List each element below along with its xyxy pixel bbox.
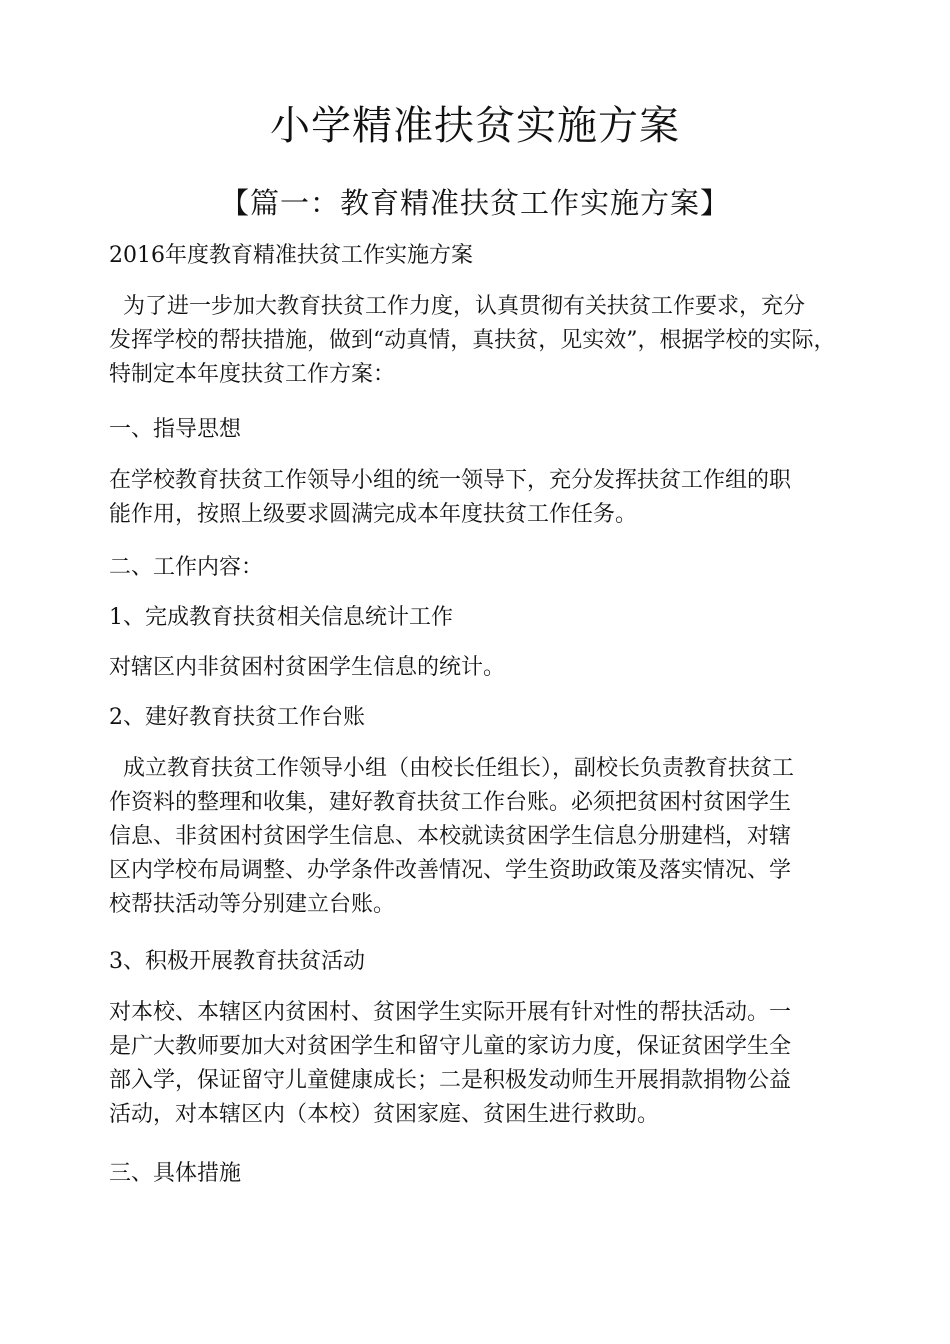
text-line: 2016年度教育精准扶贫工作实施方案 — [109, 243, 473, 268]
text-line: 在学校教育扶贫工作领导小组的统一领导下，充分发挥扶贫工作组的职 — [109, 468, 792, 493]
text-line: 对辖区内非贫困村贫困学生信息的统计。 — [109, 655, 506, 680]
paragraph-year-plan — [109, 239, 849, 273]
text-line: 区内学校布局调整、办学条件改善情况、学生资助政策及落实情况、学 — [109, 858, 792, 883]
text-line: 部入学，保证留守儿童健康成长；二是积极发动师生开展捐款捐物公益 — [109, 1068, 792, 1093]
text-line: 3、积极开展教育扶贫活动 — [109, 949, 365, 974]
document-title: 小学精准扶贫实施方案 — [270, 103, 680, 149]
text-line: 2、建好教育扶贫工作台账 — [109, 705, 365, 730]
text-line: 对本校、本辖区内贫困村、贫困学生实际开展有针对性的帮扶活动。一 — [109, 1000, 792, 1025]
text-line: 是广大教师要加大对贫困学生和留守儿童的家访力度，保证贫困学生全 — [109, 1034, 792, 1059]
paragraph-guiding-idea — [109, 464, 849, 532]
paragraph-activities — [109, 996, 849, 1132]
section-heading-work-content — [109, 551, 849, 585]
text-line: 作资料的整理和收集，建好教育扶贫工作台账。必须把贫困村贫困学生 — [109, 790, 792, 815]
text-line: 为了进一步加大教育扶贫工作力度，认真贯彻有关扶贫工作要求，充分 — [109, 294, 805, 319]
subheading-activities — [109, 945, 849, 979]
paragraph-intro — [109, 290, 849, 392]
subheading-ledger — [109, 701, 849, 735]
text-line: 三、具体措施 — [109, 1161, 242, 1186]
text-line: 活动，对本辖区内（本校）贫困家庭、贫困生进行救助。 — [109, 1102, 660, 1127]
text-line: 1、完成教育扶贫相关信息统计工作 — [109, 605, 453, 630]
subheading-statistics — [109, 601, 849, 635]
text-line: 成立教育扶贫工作领导小组（由校长任组长），副校长负责教育扶贫工 — [109, 756, 794, 781]
paragraph-ledger — [109, 752, 849, 922]
document-subtitle: 【篇一：教育精准扶贫工作实施方案】 — [219, 186, 730, 220]
section-heading-measures — [109, 1157, 849, 1191]
section-heading-guiding-idea — [109, 413, 849, 447]
text-line: 信息、非贫困村贫困学生信息、本校就读贫困学生信息分册建档，对辖 — [109, 824, 792, 849]
text-line: 特制定本年度扶贫工作方案： — [109, 362, 396, 387]
paragraph-statistics — [109, 651, 849, 685]
text-line: 校帮扶活动等分别建立台账。 — [109, 892, 396, 917]
text-line: 发挥学校的帮扶措施，做到“动真情，真扶贫，见实效”，根据学校的实际， — [109, 328, 836, 353]
text-line: 能作用，按照上级要求圆满完成本年度扶贫工作任务。 — [109, 502, 638, 527]
text-line: 二、工作内容： — [109, 555, 264, 580]
text-line: 一、指导思想 — [109, 417, 242, 442]
